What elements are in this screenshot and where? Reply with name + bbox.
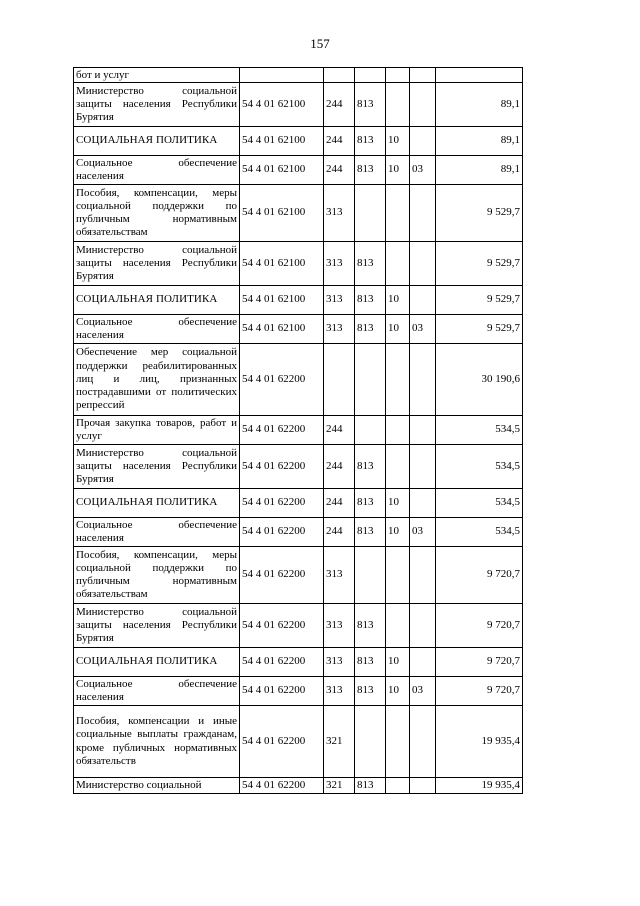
row-ministry-cell: 813 xyxy=(355,778,386,794)
row-sum-cell: 9 529,7 xyxy=(436,286,523,315)
row-section-cell: 10 xyxy=(386,127,410,156)
row-ministry-cell xyxy=(355,547,386,604)
row-subsection-cell xyxy=(410,445,436,489)
row-code-cell: 54 4 01 62100 xyxy=(240,286,324,315)
budget-table xyxy=(73,67,523,794)
table-row xyxy=(74,778,523,794)
row-section-cell: 10 xyxy=(386,489,410,518)
row-section-cell xyxy=(386,604,410,648)
row-ministry-cell: 813 xyxy=(355,156,386,185)
row-subsection-cell xyxy=(410,604,436,648)
row-section-cell: 10 xyxy=(386,286,410,315)
row-expense-type-cell: 321 xyxy=(324,778,355,794)
row-sum-cell: 534,5 xyxy=(436,518,523,547)
row-name-cell: Социальное обеспечение населения xyxy=(74,677,240,706)
table-row xyxy=(74,242,523,286)
row-expense-type-cell: 244 xyxy=(324,83,355,127)
row-name-cell: Министерство социальной защиты населения Республики Бурятия xyxy=(74,242,240,286)
row-name-cell: Социальное обеспечение населения xyxy=(74,315,240,344)
row-section-cell xyxy=(386,344,410,416)
row-sum-cell: 89,1 xyxy=(436,156,523,185)
row-name-cell: СОЦИАЛЬНАЯ ПОЛИТИКА xyxy=(74,286,240,315)
row-subsection-cell xyxy=(410,83,436,127)
row-name-cell: Министерство социальной xyxy=(74,778,240,794)
row-section-cell: 10 xyxy=(386,315,410,344)
row-ministry-cell: 813 xyxy=(355,315,386,344)
table-row xyxy=(74,185,523,242)
row-ministry-cell: 813 xyxy=(355,242,386,286)
row-name-cell: бот и услуг xyxy=(74,68,240,83)
row-name-cell: Пособия, компенсации, меры социальной поддержки по публичным нормативным обязательствам xyxy=(74,547,240,604)
table-row xyxy=(74,286,523,315)
row-ministry-cell: 813 xyxy=(355,286,386,315)
row-subsection-cell xyxy=(410,547,436,604)
row-ministry-cell: 813 xyxy=(355,127,386,156)
row-subsection-cell: 03 xyxy=(410,315,436,344)
page-number: 157 xyxy=(310,36,330,51)
row-sum-cell: 89,1 xyxy=(436,83,523,127)
row-name-cell: СОЦИАЛЬНАЯ ПОЛИТИКА xyxy=(74,648,240,677)
row-section-cell xyxy=(386,445,410,489)
row-code-cell: 54 4 01 62100 xyxy=(240,315,324,344)
row-section-cell: 10 xyxy=(386,677,410,706)
row-subsection-cell xyxy=(410,778,436,794)
row-code-cell: 54 4 01 62200 xyxy=(240,489,324,518)
row-section-cell xyxy=(386,68,410,83)
row-ministry-cell: 813 xyxy=(355,445,386,489)
row-section-cell xyxy=(386,242,410,286)
row-subsection-cell xyxy=(410,489,436,518)
row-sum-cell: 19 935,4 xyxy=(436,706,523,778)
row-ministry-cell xyxy=(355,416,386,445)
row-ministry-cell: 813 xyxy=(355,648,386,677)
table-row xyxy=(74,315,523,344)
row-ministry-cell: 813 xyxy=(355,83,386,127)
row-expense-type-cell: 313 xyxy=(324,185,355,242)
row-code-cell: 54 4 01 62200 xyxy=(240,778,324,794)
row-subsection-cell: 03 xyxy=(410,518,436,547)
row-subsection-cell: 03 xyxy=(410,677,436,706)
row-sum-cell: 534,5 xyxy=(436,489,523,518)
row-sum-cell: 534,5 xyxy=(436,416,523,445)
row-code-cell: 54 4 01 62200 xyxy=(240,547,324,604)
row-code-cell: 54 4 01 62200 xyxy=(240,604,324,648)
row-expense-type-cell: 313 xyxy=(324,677,355,706)
table-row xyxy=(74,68,523,83)
row-expense-type-cell: 244 xyxy=(324,518,355,547)
table-row xyxy=(74,547,523,604)
row-code-cell: 54 4 01 62200 xyxy=(240,416,324,445)
row-section-cell: 10 xyxy=(386,518,410,547)
row-ministry-cell xyxy=(355,185,386,242)
row-code-cell: 54 4 01 62100 xyxy=(240,242,324,286)
row-expense-type-cell xyxy=(324,68,355,83)
row-code-cell: 54 4 01 62200 xyxy=(240,648,324,677)
row-section-cell xyxy=(386,706,410,778)
row-expense-type-cell: 313 xyxy=(324,286,355,315)
row-section-cell xyxy=(386,778,410,794)
row-subsection-cell xyxy=(410,344,436,416)
row-subsection-cell xyxy=(410,242,436,286)
row-expense-type-cell: 244 xyxy=(324,416,355,445)
row-section-cell: 10 xyxy=(386,156,410,185)
row-code-cell: 54 4 01 62100 xyxy=(240,83,324,127)
row-expense-type-cell: 244 xyxy=(324,156,355,185)
row-ministry-cell: 813 xyxy=(355,604,386,648)
table-row xyxy=(74,604,523,648)
row-ministry-cell xyxy=(355,706,386,778)
table-row xyxy=(74,83,523,127)
table-row xyxy=(74,127,523,156)
row-expense-type-cell: 313 xyxy=(324,242,355,286)
row-expense-type-cell: 313 xyxy=(324,604,355,648)
row-code-cell: 54 4 01 62100 xyxy=(240,185,324,242)
row-expense-type-cell: 313 xyxy=(324,547,355,604)
row-sum-cell: 30 190,6 xyxy=(436,344,523,416)
row-code-cell: 54 4 01 62100 xyxy=(240,127,324,156)
table-row xyxy=(74,344,523,416)
row-subsection-cell xyxy=(410,127,436,156)
row-sum-cell: 9 720,7 xyxy=(436,677,523,706)
row-code-cell xyxy=(240,68,324,83)
table-row xyxy=(74,677,523,706)
row-name-cell: Социальное обеспечение населения xyxy=(74,156,240,185)
budget-table-body xyxy=(74,68,523,794)
table-row xyxy=(74,706,523,778)
row-expense-type-cell: 321 xyxy=(324,706,355,778)
row-expense-type-cell xyxy=(324,344,355,416)
row-ministry-cell xyxy=(355,68,386,83)
row-code-cell: 54 4 01 62200 xyxy=(240,706,324,778)
row-name-cell: Пособия, компенсации, меры социальной поддержки по публичным нормативным обязательствам xyxy=(74,185,240,242)
row-section-cell xyxy=(386,416,410,445)
row-subsection-cell xyxy=(410,416,436,445)
row-sum-cell: 9 529,7 xyxy=(436,185,523,242)
row-expense-type-cell: 244 xyxy=(324,489,355,518)
row-subsection-cell xyxy=(410,648,436,677)
table-row xyxy=(74,489,523,518)
row-expense-type-cell: 313 xyxy=(324,648,355,677)
row-ministry-cell: 813 xyxy=(355,518,386,547)
row-sum-cell: 9 720,7 xyxy=(436,547,523,604)
row-sum-cell: 9 529,7 xyxy=(436,242,523,286)
row-name-cell: Социальное обеспечение населения xyxy=(74,518,240,547)
row-subsection-cell xyxy=(410,68,436,83)
row-sum-cell: 89,1 xyxy=(436,127,523,156)
row-expense-type-cell: 244 xyxy=(324,445,355,489)
table-row xyxy=(74,648,523,677)
row-code-cell: 54 4 01 62200 xyxy=(240,445,324,489)
row-code-cell: 54 4 01 62100 xyxy=(240,156,324,185)
row-name-cell: Министерство социальной защиты населения Республики Бурятия xyxy=(74,83,240,127)
table-row xyxy=(74,518,523,547)
row-name-cell: Пособия, компенсации и иные социальные выплаты гражданам, кроме публичных нормативных обязательств xyxy=(74,706,240,778)
row-name-cell: СОЦИАЛЬНАЯ ПОЛИТИКА xyxy=(74,127,240,156)
table-row xyxy=(74,416,523,445)
row-code-cell: 54 4 01 62200 xyxy=(240,677,324,706)
row-section-cell xyxy=(386,547,410,604)
row-subsection-cell: 03 xyxy=(410,156,436,185)
row-sum-cell: 9 720,7 xyxy=(436,648,523,677)
row-name-cell: Министерство социальной защиты населения Республики Бурятия xyxy=(74,604,240,648)
row-subsection-cell xyxy=(410,706,436,778)
row-sum-cell: 9 720,7 xyxy=(436,604,523,648)
row-section-cell xyxy=(386,185,410,242)
row-code-cell: 54 4 01 62200 xyxy=(240,518,324,547)
row-code-cell: 54 4 01 62200 xyxy=(240,344,324,416)
row-sum-cell: 19 935,4 xyxy=(436,778,523,794)
table-row xyxy=(74,445,523,489)
row-name-cell: СОЦИАЛЬНАЯ ПОЛИТИКА xyxy=(74,489,240,518)
row-section-cell: 10 xyxy=(386,648,410,677)
row-subsection-cell xyxy=(410,286,436,315)
row-sum-cell xyxy=(436,68,523,83)
row-name-cell: Обеспечение мер социальной поддержки реабилитированных лиц и лиц, признанных пострадавшими от политических репрессий xyxy=(74,344,240,416)
row-subsection-cell xyxy=(410,185,436,242)
row-ministry-cell: 813 xyxy=(355,677,386,706)
row-ministry-cell: 813 xyxy=(355,489,386,518)
row-name-cell: Прочая закупка товаров, работ и услуг xyxy=(74,416,240,445)
row-expense-type-cell: 313 xyxy=(324,315,355,344)
row-ministry-cell xyxy=(355,344,386,416)
row-expense-type-cell: 244 xyxy=(324,127,355,156)
row-name-cell: Министерство социальной защиты населения Республики Бурятия xyxy=(74,445,240,489)
row-section-cell xyxy=(386,83,410,127)
table-row xyxy=(74,156,523,185)
row-sum-cell: 9 529,7 xyxy=(436,315,523,344)
row-sum-cell: 534,5 xyxy=(436,445,523,489)
